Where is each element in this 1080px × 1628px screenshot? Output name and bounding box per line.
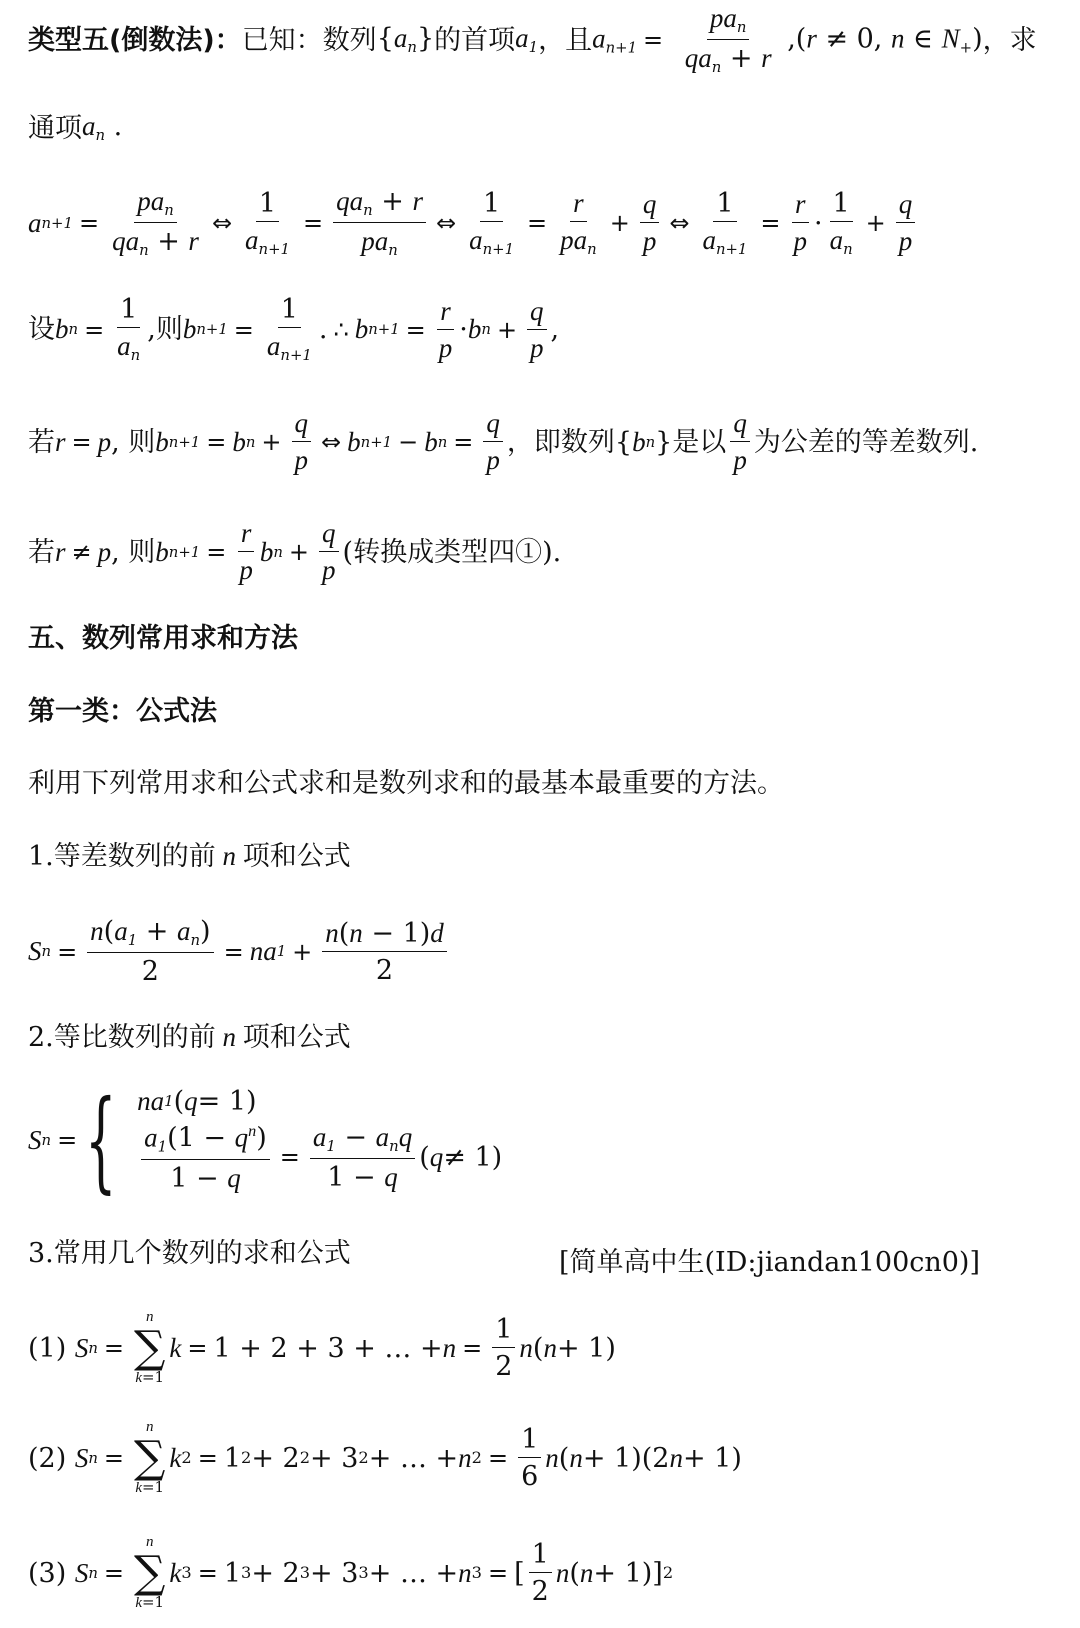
- general-term-text: 通项: [28, 112, 82, 144]
- convert-text: (转换成类型四①).: [342, 536, 562, 568]
- section5-subtitle: 第一类：公式法: [28, 696, 217, 727]
- section5-title: 五、数列常用求和方法: [28, 623, 298, 654]
- arith-sum-formula: S n = $\frac{n(a_1 + a_n)}{2}$ = na 1 + $\frac{n(n - 1)d}{2}$: [28, 918, 451, 985]
- item2-text: 2.等比数列的前: [28, 1022, 216, 1053]
- is-seq-text: ，即数列: [506, 426, 615, 458]
- item1-line: 1.等差数列的前 n 项和公式: [28, 841, 351, 872]
- let-bn-line: 设 b n = $\frac{1}{a_n}$ ,则 b n+1 = $\frac{1}{a_{n+1}}$ . ∴ b n+1 = $\frac{r}{p}$ · b n + $\frac{q}{p}$ ,: [28, 294, 560, 365]
- and-text: ，且: [538, 24, 593, 56]
- type5-title: 类型五(倒数法)：: [28, 24, 242, 56]
- then2-text-2: , 则: [111, 536, 156, 568]
- then-text: ,则: [147, 314, 183, 346]
- case-r-eq-p: 若 r = p , 则 b n+1 = b n + $\frac{q}{p}$ ⇔ b n+1 − b n = $\frac{q}{p}$ ，即数列 { b n } 是以 $\frac{q}{p}$ 为公差的等差数列.: [28, 408, 979, 475]
- ask-text: ，求: [982, 24, 1037, 56]
- sum-formula-1: (1) S n = n ∑ k=1 k = 1 + 2 + 3 + … + n = $\frac{1}{2}$ n ( n + 1): [28, 1309, 616, 1386]
- case-r-neq-p: 若 r ≠ p , 则 b n+1 = $\frac{r}{p}$ b n + $\frac{q}{p}$ (转换成类型四①).: [28, 518, 562, 585]
- intro-text: 利用下列常用求和公式求和是数列求和的最基本最重要的方法。: [28, 768, 784, 799]
- item3-text: 3.常用几个数列的求和公式: [28, 1238, 351, 1269]
- recurrence: $a_{n+1}$ = $\frac{pa_n}{qa_n + r}$ ,(r ≠ 0, n ∈ $N_+$): [592, 2, 983, 77]
- item3-line: [28, 1240, 351, 1267]
- common-diff-text: 是以: [672, 426, 727, 458]
- first-term-text: 的首项: [434, 24, 516, 56]
- reciprocal-derivation: a n+1 = $\frac{pa_n}{qa_n + r}$ ⇔ $\frac{1}{a_{n+1}}$ = $\frac{qa_n + r}{pa_n}$ ⇔ $\frac{1}{a_{n+1}}$ = $\frac{r}{pa_n}$ + $\frac{q}{p}$ ⇔ $\frac{1}{a_{n+1}}$ = $\frac{r}{p}$ · $\frac{1}{a_n}$ + $\frac{q}{p}$: [28, 188, 919, 258]
- item2b-text: 项和公式: [242, 1022, 351, 1053]
- item1b-text: 项和公式: [242, 841, 351, 872]
- then2-text: , 则: [111, 426, 156, 458]
- let-text: 设: [28, 314, 55, 346]
- type5-statement: [28, 2, 1037, 77]
- item1-text: 1.等差数列的前: [28, 841, 216, 872]
- sum-formula-3: (3) S n = n ∑ k=1 k 3 = 1 3 + 2 3 + 3 3 + … + n 3 = [ $\frac{1}{2}$ n ( n + 1)] 2: [28, 1534, 674, 1611]
- item2-line: 2.等比数列的前 n 项和公式: [28, 1022, 351, 1053]
- general-term-line: [28, 113, 122, 143]
- if-text: 若: [28, 426, 55, 458]
- common-diff-text2: 为公差的等差数列.: [753, 426, 979, 458]
- if-text-2: 若: [28, 536, 55, 568]
- sum-formula-2: (2) S n = n ∑ k=1 k 2 = 1 2 + 2 2 + 3 2 + … + n 2 = $\frac{1}{6}$ n ( n + 1)(2 n + 1): [28, 1419, 742, 1496]
- geom-sum-formula: S n = { na 1 ( q = 1) $\frac{a_1(1 - q^n)}{1 - q}$ = $\frac{a_1 - a_nq}{1 - q}$ ( q ≠ 1): [28, 1076, 503, 1204]
- a1: $a_1$: [515, 22, 539, 57]
- known-text: 已知：数列: [241, 24, 377, 56]
- watermark-tag: [简单高中生(ID:jiandan100cn0)]: [558, 1247, 980, 1278]
- an-symbol: $a_n$ .: [82, 111, 123, 145]
- seq-an: $\{a_n\}$: [376, 22, 435, 57]
